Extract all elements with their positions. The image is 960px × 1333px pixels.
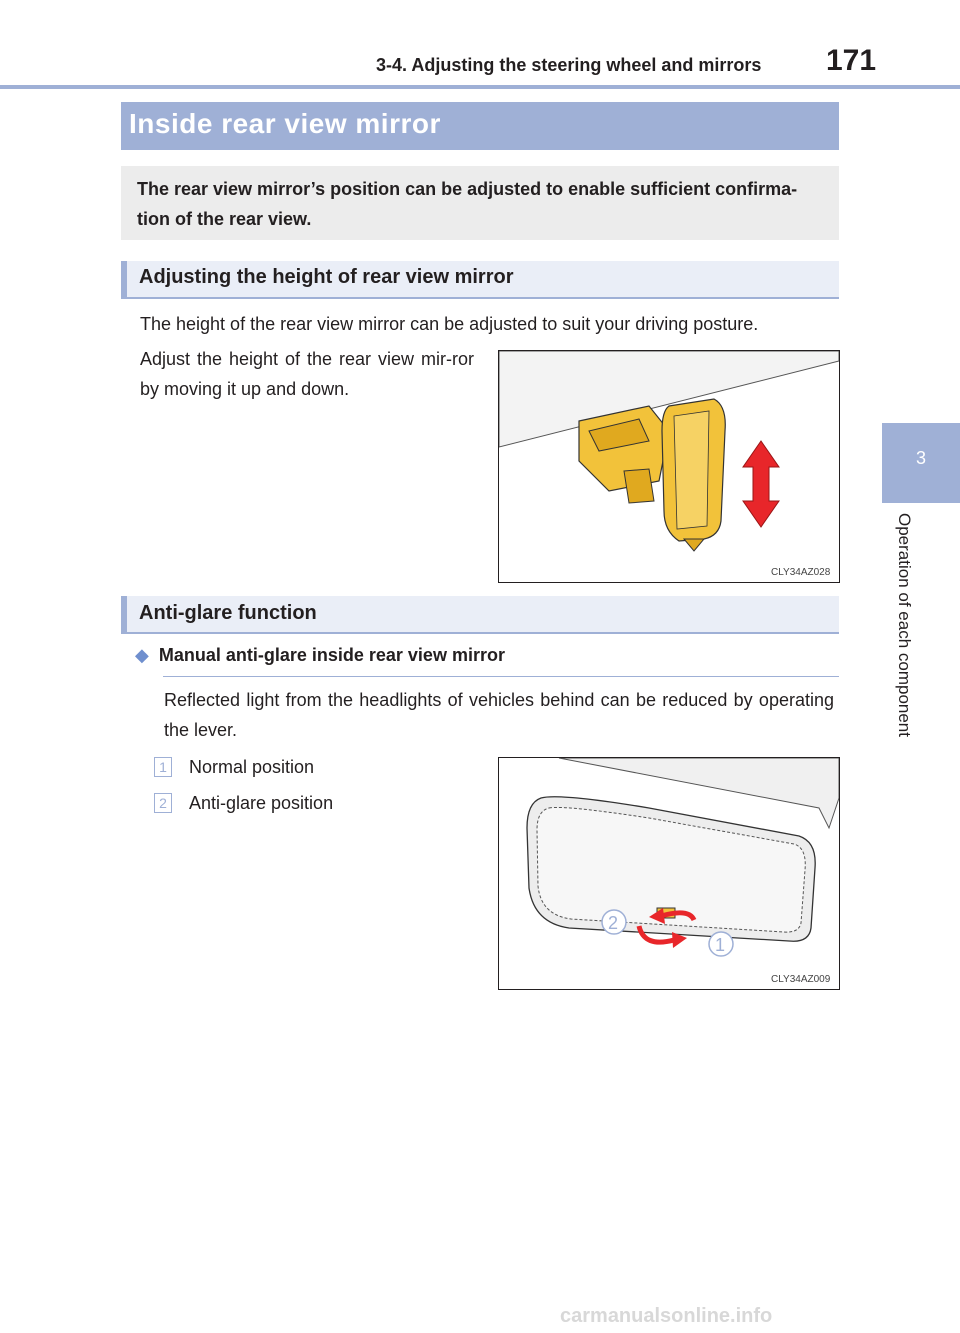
item-label: Normal position bbox=[189, 757, 315, 777]
watermark: carmanualsonline.info bbox=[560, 1305, 773, 1327]
manual-antiglare-title: Manual anti-glare inside rear view mirror bbox=[158, 645, 505, 665]
chapter-title: Operation of each component bbox=[895, 513, 914, 737]
manual-antiglare-heading bbox=[135, 645, 505, 666]
section-title: Inside rear view mirror bbox=[129, 108, 441, 139]
item-label: Anti-glare position bbox=[189, 793, 334, 813]
mirror-height-illustration bbox=[499, 351, 839, 582]
position-list bbox=[154, 755, 484, 827]
chapter-side-label bbox=[852, 513, 952, 783]
height-instruction: Adjust the height of the rear view mir-ror by moving it up and down. bbox=[140, 349, 474, 399]
item-number-badge: 1 bbox=[154, 757, 172, 777]
callout-label: 2 bbox=[608, 913, 619, 933]
item-number-badge: 2 bbox=[154, 793, 172, 813]
antiglare-paragraph: Reflected light from the headlights of vehicles behind can be reduced by operating the lever. bbox=[164, 690, 834, 740]
height-paragraph: The height of the rear view mirror can be adjusted to suit your driving posture. bbox=[140, 314, 759, 334]
header-rule bbox=[0, 85, 960, 89]
chapter-tab: 3 bbox=[882, 423, 960, 503]
figure-antiglare-lever bbox=[498, 757, 840, 990]
running-header: 3-4. Adjusting the steering wheel and mirrors bbox=[376, 55, 762, 75]
mirror-lever-illustration bbox=[499, 758, 839, 989]
subsection-title-antiglare: Anti-glare function bbox=[139, 602, 317, 624]
list-item bbox=[154, 755, 484, 791]
diamond-bullet-icon: ◆ bbox=[135, 645, 149, 665]
figure-height-adjust bbox=[498, 350, 840, 583]
intro-text: The rear view mirror’s position can be adjusted to enable sufficient confirma-tion of the rear view. bbox=[137, 179, 798, 229]
callout-label: 1 bbox=[715, 935, 726, 955]
up-down-arrow bbox=[743, 441, 779, 527]
heading-rule bbox=[163, 676, 839, 677]
figure-code: CLY34AZ009 bbox=[771, 974, 831, 985]
list-item bbox=[154, 791, 484, 827]
figure-code: CLY34AZ028 bbox=[771, 567, 831, 578]
subsection-title-height: Adjusting the height of rear view mirror bbox=[139, 266, 514, 288]
page-number: 171 bbox=[826, 44, 877, 77]
